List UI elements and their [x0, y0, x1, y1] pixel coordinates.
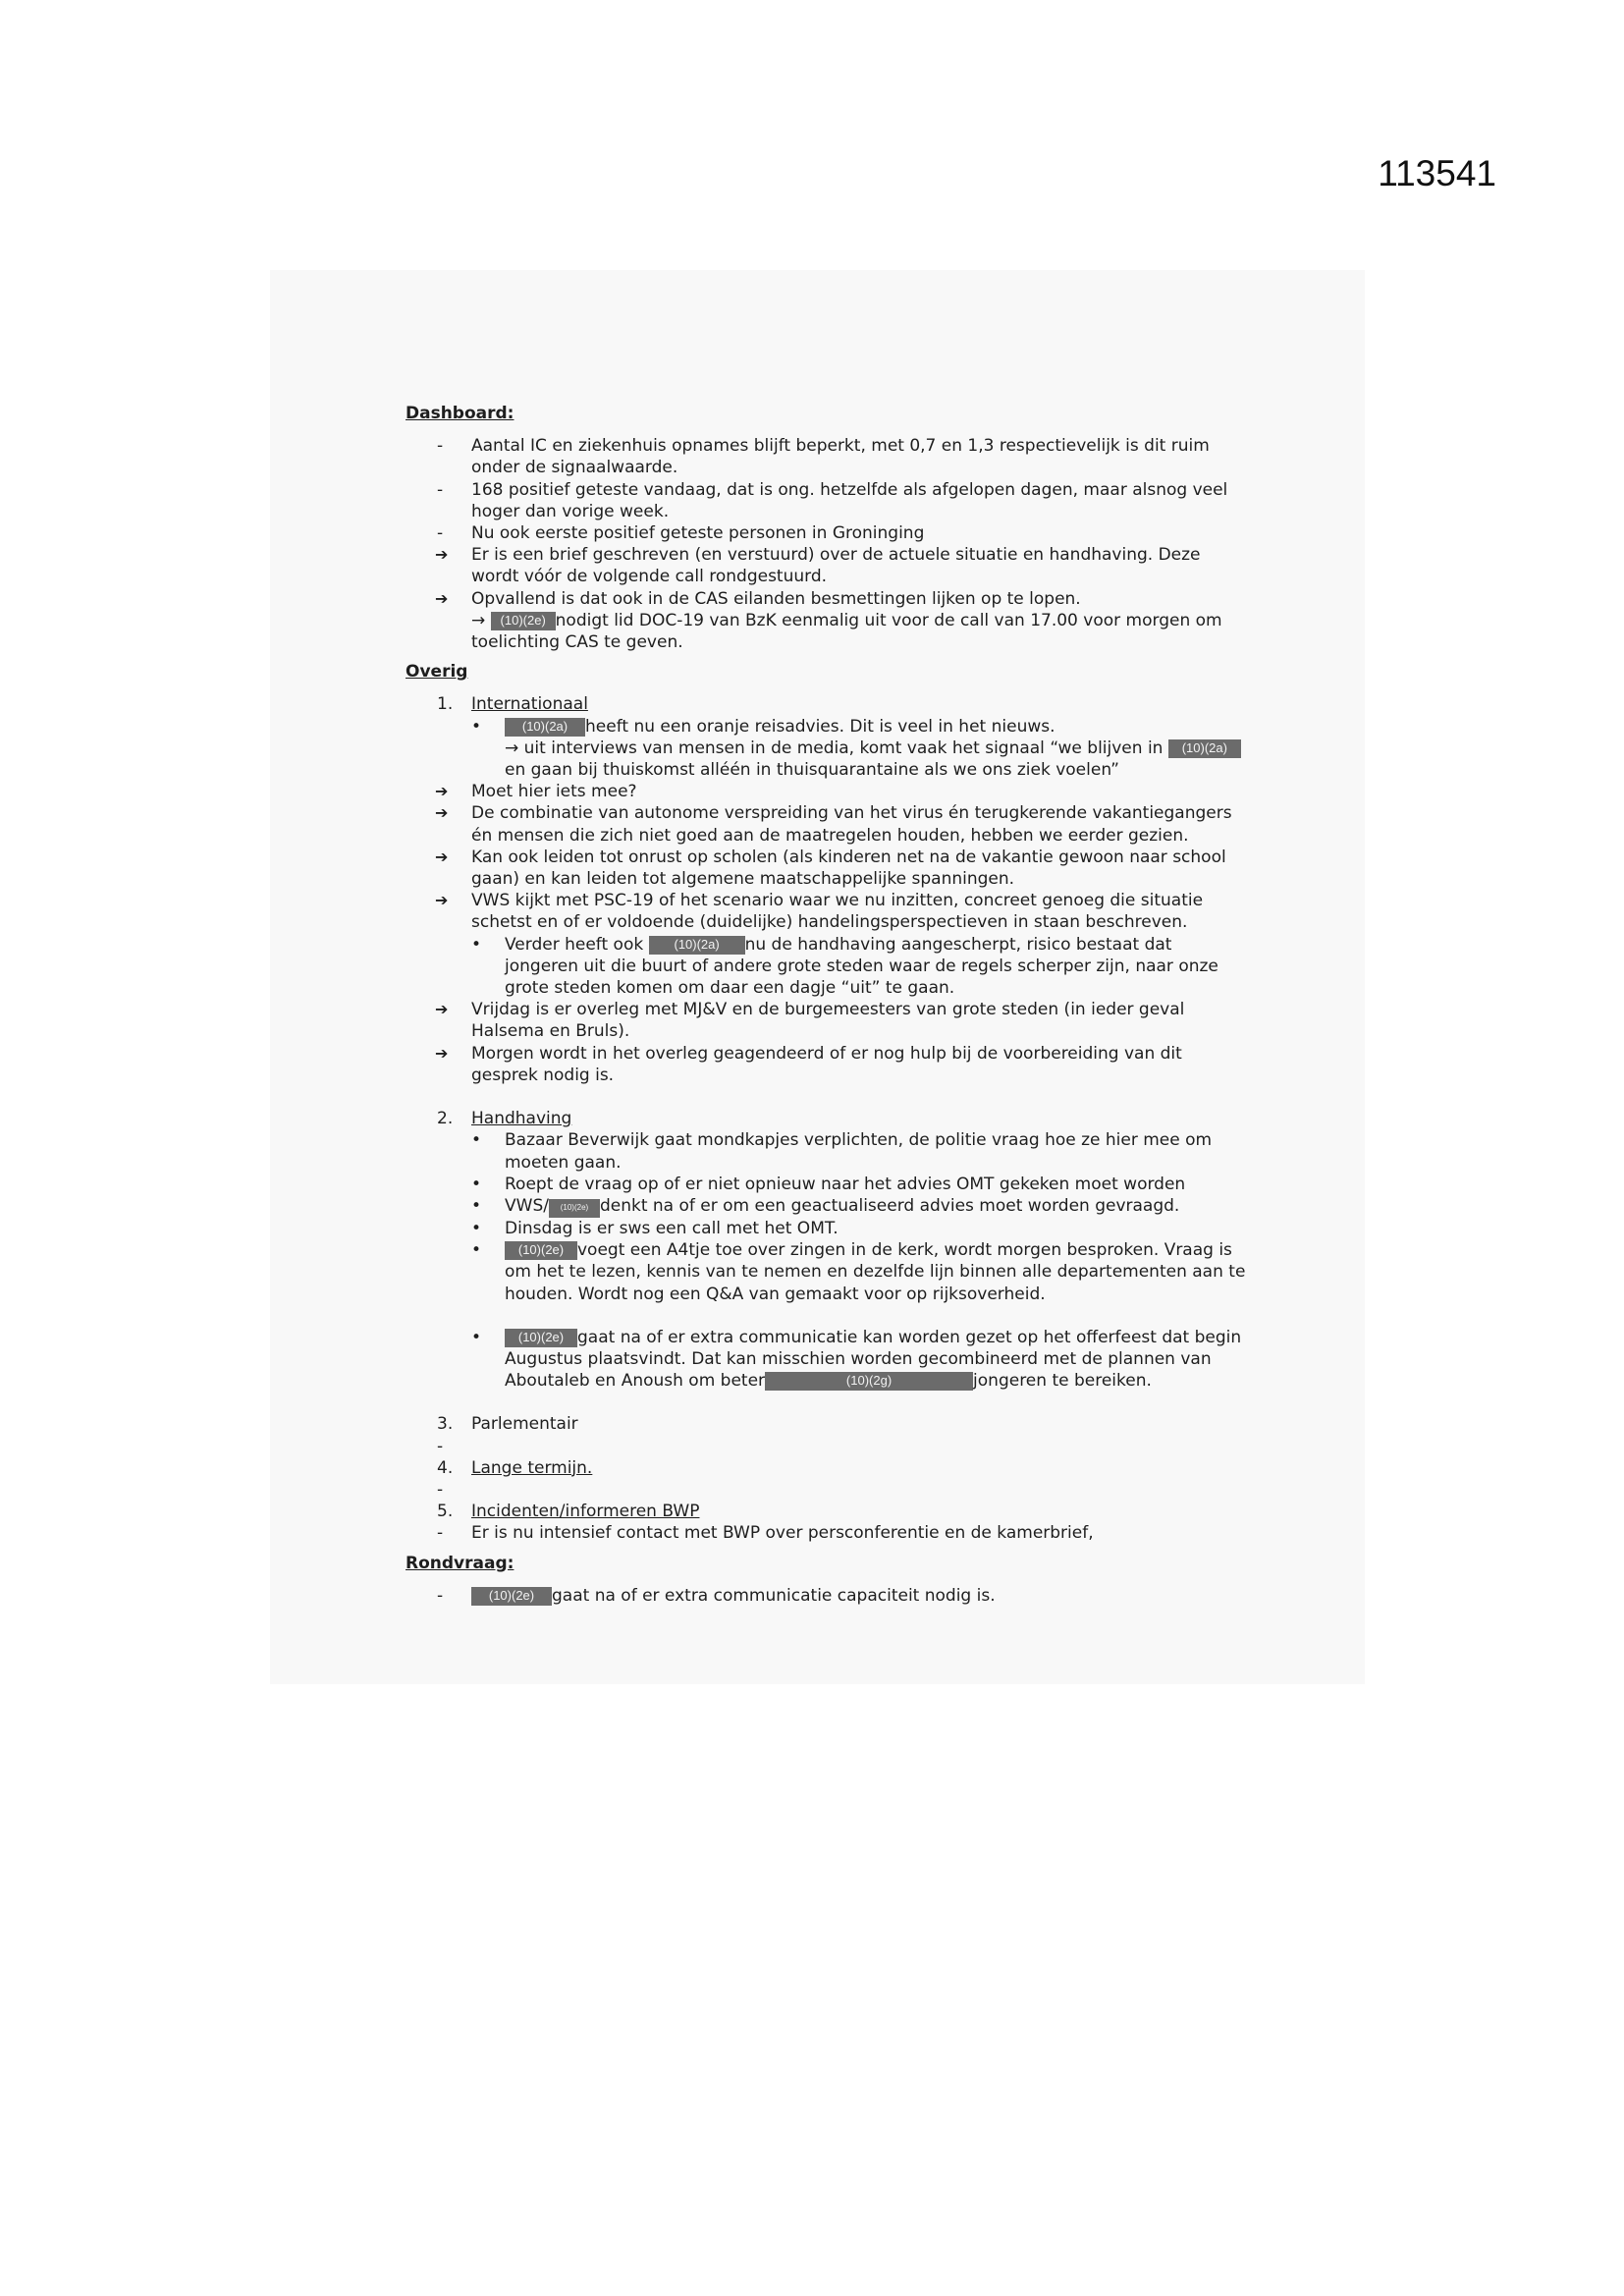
- document-body: [406, 403, 1250, 1607]
- section-2-title: 2. Handhaving: [437, 1109, 572, 1129]
- dashboard-item: ➔ Er is een brief geschreven (en verstuurd) over de actuele situatie en handhaving. Deze wordt vóór de volgende call rondgestuurd.: [435, 545, 1201, 587]
- cas-followup: → (10)(2e) nodigt lid DOC-19 van BzK eenmalig uit voor de call van 17.00 voor morgen om toelichting CAS te geven.: [471, 610, 1222, 653]
- bullet-item: • Bazaar Beverwijk gaat mondkapjes verplichten, de politie vraag hoe ze hier mee om moeten gaan.: [471, 1130, 1213, 1173]
- section-5-item: - Er is nu intensief contact met BWP over persconferentie en de kamerbrief,: [437, 1523, 1094, 1544]
- redaction-box: (10)(2a): [505, 718, 585, 737]
- arrow-icon: ➔: [435, 1043, 449, 1063]
- redaction-box: (10)(2e): [505, 1329, 577, 1347]
- section-3-dash: -: [437, 1436, 444, 1456]
- arrow-icon: ➔: [435, 803, 449, 823]
- bullet-item: • (10)(2a) heeft nu een oranje reisadvies. Dit is veel in het nieuws.: [471, 716, 1056, 737]
- dashboard-item: - 168 positief geteste vandaag, dat is ong. hetzelfde als afgelopen dagen, maar alsnog veel hoger dan vorige week.: [437, 479, 1228, 521]
- bullet-item: • (10)(2e) gaat na of er extra communicatie kan worden gezet op het offerfeest dat begin Augustus plaatsvindt. Dat kan misschien worden gecombineerd met de plannen van Aboutaleb en Anoush om beter (10)(2g) jongeren te bereiken.: [471, 1327, 1242, 1392]
- section-3-title: 3. Parlementair: [437, 1414, 578, 1435]
- redaction-box: (10)(2e): [549, 1199, 600, 1218]
- bullet-icon: •: [471, 1130, 482, 1151]
- redaction-box: (10)(2a): [1168, 739, 1241, 758]
- dashboard-item: ➔ Opvallend is dat ook in de CAS eilanden besmettingen lijken op te lopen.: [435, 588, 1081, 609]
- arrow-icon: ➔: [435, 545, 449, 565]
- arrow-item: ➔ Kan ook leiden tot onrust op scholen (als kinderen net na de vakantie gewoon naar school gaan) en kan leiden tot algemene maatschappelijke spanningen.: [435, 847, 1226, 890]
- section-4-dash: -: [437, 1479, 444, 1500]
- arrow-icon: ➔: [435, 891, 449, 910]
- rondvraag-heading: Rondvraag:: [406, 1553, 514, 1573]
- redaction-box: (10)(2e): [505, 1241, 577, 1260]
- redaction-box: (10)(2g): [765, 1372, 973, 1391]
- dashboard-heading: Dashboard:: [406, 404, 514, 423]
- bullet-item: • Roept de vraag op of er niet opnieuw naar het advies OMT gekeken moet worden: [471, 1174, 1186, 1194]
- section-5-title: 5. Incidenten/informeren BWP: [437, 1502, 700, 1522]
- bullet-icon: •: [471, 1195, 482, 1216]
- dashboard-item: - Nu ook eerste positief geteste personen in Groninging: [437, 523, 925, 544]
- bullet-item: • Verder heeft ook (10)(2a) nu de handhaving aangescherpt, risico bestaat dat jongeren uit die buurt of andere grote steden waar de regels scherper zijn, naar onze grote steden komen om daar een dagje “uit” te gaan.: [471, 934, 1218, 999]
- bullet-item: • Dinsdag is er sws een call met het OMT.: [471, 1218, 839, 1238]
- arrow-icon: ➔: [435, 782, 449, 801]
- arrow-item: ➔ Morgen wordt in het overleg geagendeerd of er nog hulp bij de voorbereiding van dit gesprek nodig is.: [435, 1043, 1182, 1085]
- arrow-icon: ➔: [435, 588, 449, 608]
- bullet-icon: •: [471, 1240, 482, 1261]
- bullet-icon: •: [471, 1327, 482, 1347]
- redaction-box: (10)(2e): [471, 1587, 552, 1606]
- arrow-item: ➔ VWS kijkt met PSC-19 of het scenario waar we nu inzitten, concreet genoeg die situatie schetst en of er voldoende (duidelijke) handelingsperspectieven in staan beschreven.: [435, 891, 1204, 933]
- arrow-item: ➔ De combinatie van autonome verspreiding van het virus én terugkerende vakantiegangers én mensen die zich niet goed aan de maatregelen houden, hebben we eerder gezien.: [435, 803, 1232, 846]
- section-4-title: 4. Lange termijn.: [437, 1457, 593, 1478]
- bullet-icon: •: [471, 934, 482, 955]
- arrow-item: ➔ Moet hier iets mee?: [435, 782, 637, 802]
- interview-quote: → uit interviews van mensen in de media, komt vaak het signaal “we blijven in (10)(2a) en gaan bij thuiskomst alléén in thuisquarantaine als we ons ziek voelen”: [406, 738, 1250, 781]
- overig-heading: Overig: [406, 662, 468, 683]
- bullet-item: • (10)(2e) voegt een A4tje toe over zingen in de kerk, wordt morgen besproken. Vraag is om het te lezen, kennis van te nemen en dezelfde lijn binnen alle departementen aan te houden. Wordt nog een Q&A van gemaakt voor op rijksoverheid.: [471, 1240, 1246, 1304]
- redaction-box: (10)(2a): [649, 936, 745, 955]
- bullet-icon: •: [471, 1174, 482, 1194]
- dashboard-item: - Aantal IC en ziekenhuis opnames blijft beperkt, met 0,7 en 1,3 respectievelijk is dit ruim onder de signaalwaarde.: [437, 436, 1210, 478]
- rondvraag-item: - (10)(2e) gaat na of er extra communicatie capaciteit nodig is.: [437, 1585, 996, 1606]
- redaction-box: (10)(2e): [491, 612, 556, 630]
- bullet-item: • VWS/ (10)(2e) denkt na of er om een geactualiseerd advies moet worden gevraagd.: [471, 1195, 1180, 1216]
- arrow-icon: ➔: [435, 1000, 449, 1019]
- document-id: 113541: [1378, 153, 1496, 193]
- arrow-item: ➔ Vrijdag is er overleg met MJ&V en de burgemeesters van grote steden (in ieder geval Halsema en Bruls).: [435, 1000, 1185, 1042]
- bullet-icon: •: [471, 716, 482, 737]
- arrow-icon: ➔: [435, 847, 449, 866]
- section-1-title: 1. Internationaal: [437, 694, 588, 715]
- bullet-icon: •: [471, 1218, 482, 1238]
